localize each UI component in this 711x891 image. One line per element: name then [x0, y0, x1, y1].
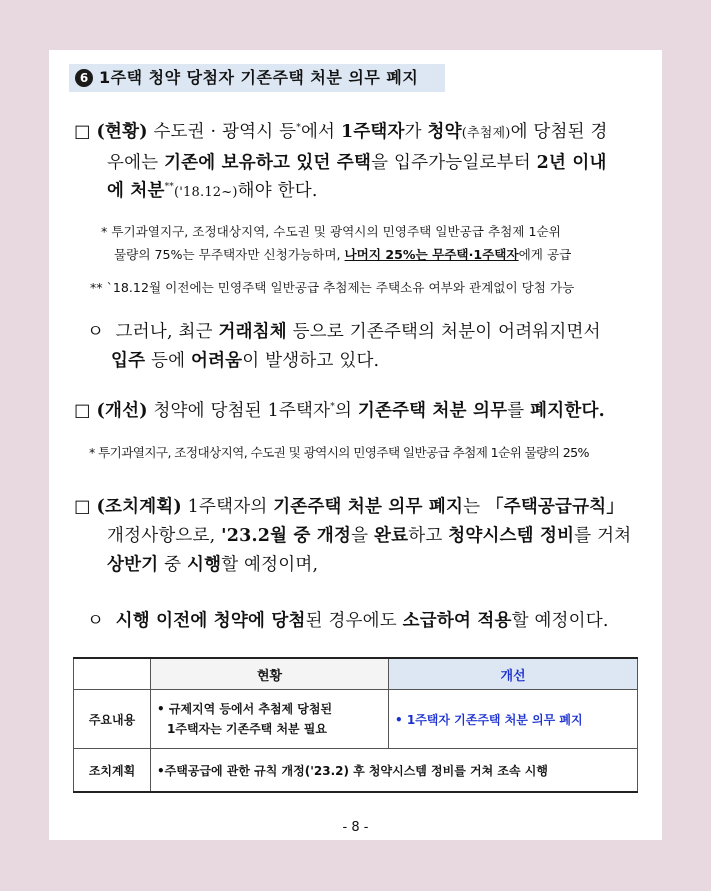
table-header-row [74, 658, 638, 690]
footnote-1-line-1 [101, 221, 561, 240]
text-bold: 기존주택 처분 의무 폐지 [273, 497, 464, 517]
col-header-current: 현황 [151, 658, 389, 690]
cell-text: 1주택자는 기존주택 처분 필요 [167, 722, 327, 736]
plan-line-3 [107, 551, 318, 576]
plan-line-1 [74, 493, 624, 518]
text-bold: 청약 [427, 122, 462, 142]
cell-plan: •주택공급에 관한 규칙 개정('23.2) 후 청약시스템 정비를 거쳐 조속 시행 [151, 749, 638, 793]
heading-number-badge: 6 [75, 69, 93, 87]
section-heading [69, 64, 445, 92]
text: 의 [334, 401, 358, 421]
text: 를 [507, 401, 531, 421]
text: 이 발생하고 있다. [242, 351, 380, 371]
footnote-star: * [101, 224, 108, 239]
footnote-2 [90, 277, 574, 296]
table-row [74, 690, 638, 749]
row-label-plan: 조치계획 [74, 749, 151, 793]
plan-circle-line [87, 607, 609, 632]
footnote-star: ** [90, 280, 103, 295]
footnote-mark: * [296, 123, 301, 134]
status-circle-line-1 [87, 318, 601, 343]
text: 등에 [145, 351, 191, 371]
text: 물량의 75%는 무주택자만 신청가능하며, [114, 247, 345, 262]
text-bold: 폐지한다. [530, 401, 605, 421]
footnote-1-line-2 [114, 244, 571, 263]
text: 투기과열지구, 조정대상지역, 수도권 및 광역시의 민영주택 일반공급 추첨제 1순위 [111, 224, 561, 239]
col-header-improved: 개선 [389, 658, 638, 690]
text-bold: 「주택공급규칙」 [486, 497, 625, 517]
text: 을 [351, 526, 375, 546]
text-bold: 시행 [186, 555, 222, 575]
plan-line-2 [107, 522, 631, 547]
page-number: - 8 - [342, 820, 369, 835]
improvement-footnote [89, 442, 589, 461]
status-circle-line-2 [111, 347, 379, 372]
circle-bullet: ㅇ [87, 611, 105, 631]
text: 수도권 · 광역시 등 [153, 122, 297, 142]
text-bold: 상반기 [107, 555, 159, 575]
table-corner-cell [74, 658, 151, 690]
text: 할 예정이며, [221, 555, 319, 575]
footnote-mark: * [330, 402, 335, 413]
status-tag: (현황) [96, 122, 148, 142]
text-small: ('18.12~) [174, 185, 238, 200]
text-bold: 거래침체 [218, 322, 287, 342]
text-bold: 완료 [374, 526, 409, 546]
document-page [49, 50, 662, 840]
text-bold: '23.2월 중 개정 [221, 526, 352, 546]
text-bold: 기존주택 처분 의무 [357, 401, 508, 421]
text-bold: 에 처분 [107, 181, 165, 201]
text: 해야 한다. [237, 181, 318, 201]
square-bullet: □ [74, 497, 91, 517]
text-bold-underlined: 나머지 25%는 무주택·1주택자 [344, 247, 519, 262]
text: 에 당첨된 경 [510, 122, 608, 142]
footnote-star: * [89, 445, 95, 460]
text: 에게 공급 [518, 247, 572, 262]
text: 우에는 [107, 153, 165, 173]
text-small: (추첨제) [461, 126, 511, 141]
circle-bullet: ㅇ [87, 322, 105, 342]
text: 청약에 당첨된 1주택자 [153, 401, 331, 421]
text: 을 입주가능일로부터 [371, 153, 537, 173]
cell-improved: • 1주택자 기존주택 처분 의무 폐지 [389, 690, 638, 749]
text: `18.12월 이전에는 민영주택 일반공급 추첨제는 주택소유 여부와 관계없이 당첨 가능 [106, 280, 575, 295]
text: 그러나, 최근 [115, 322, 219, 342]
text-bold: 기존에 보유하고 있던 주택 [164, 153, 372, 173]
cell-text: • 규제지역 등에서 추첨제 당첨된 [157, 702, 333, 716]
text-bold: 입주 [111, 351, 146, 371]
table-row [74, 749, 638, 793]
improvement-line [74, 397, 605, 422]
text-bold: 2년 이내 [536, 153, 607, 173]
text: 할 예정이다. [511, 611, 609, 631]
text: 등으로 기존주택의 처분이 어려워지면서 [286, 322, 601, 342]
text-bold: 시행 이전에 청약에 당첨 [115, 611, 306, 631]
text-bold: 청약시스템 정비 [448, 526, 575, 546]
square-bullet: □ [74, 401, 91, 421]
square-bullet: □ [74, 122, 91, 142]
heading-title: 1주택 청약 당첨자 기존주택 처분 의무 폐지 [99, 68, 419, 87]
row-label-main: 주요내용 [74, 690, 151, 749]
status-line-2 [107, 149, 607, 174]
cell-current [151, 690, 389, 749]
text: 가 [404, 122, 428, 142]
footnote-mark: ** [164, 182, 175, 193]
text: 에서 [300, 122, 341, 142]
status-line-1 [74, 118, 608, 143]
text: 중 [158, 555, 187, 575]
text: 된 경우에도 [305, 611, 403, 631]
text: 를 거쳐 [574, 526, 632, 546]
status-line-3 [107, 177, 318, 202]
improvement-tag: (개선) [96, 401, 148, 421]
text: 개정사항으로, [107, 526, 222, 546]
text: 는 [463, 497, 487, 517]
text: 1주택자의 [187, 497, 274, 517]
summary-table [73, 657, 638, 793]
text-bold: 소급하여 적용 [402, 611, 512, 631]
text: 투기과열지구, 조정대상지역, 수도권 및 광역시의 민영주택 일반공급 추첨제 1순위 물량의 25% [98, 445, 589, 460]
text: 하고 [408, 526, 449, 546]
text-bold: 1주택자 [340, 122, 405, 142]
plan-tag: (조치계획) [96, 497, 182, 517]
text-bold: 어려움 [190, 351, 243, 371]
